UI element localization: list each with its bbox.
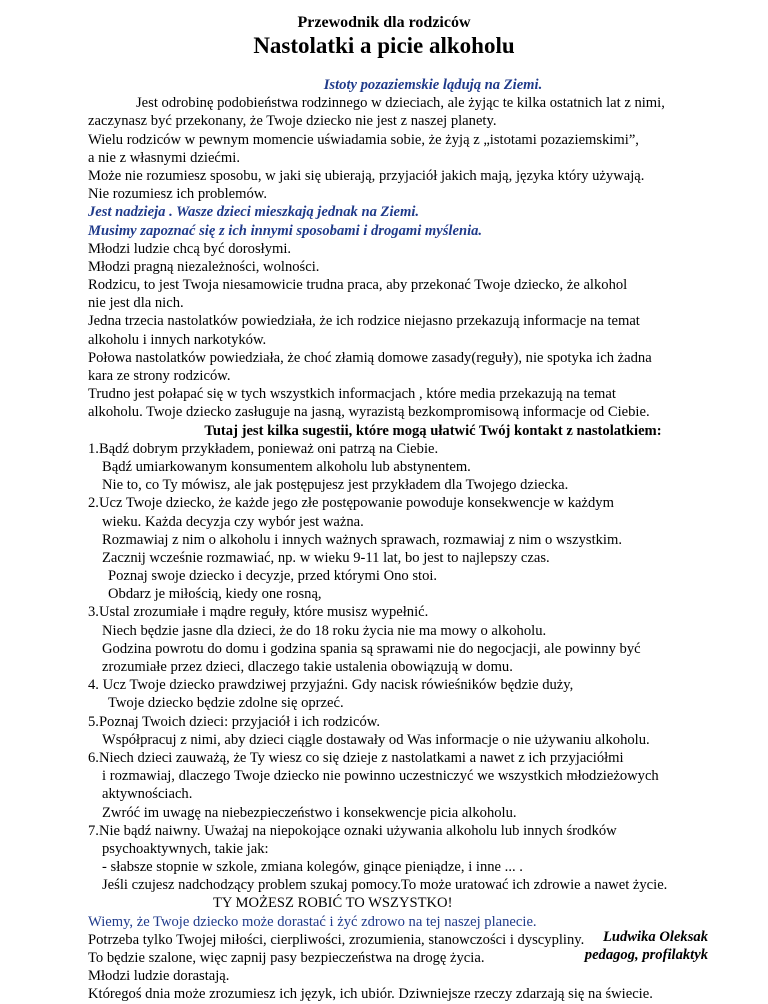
author-role: pedagog, profilaktyk	[584, 947, 708, 963]
paragraph-line: a nie z własnymi dziećmi.	[88, 149, 240, 166]
section-heading: Istoty pozaziemskie lądują na Ziemi.	[323, 77, 543, 93]
tip-line: Jeśli czujesz nadchodzący problem szukaj pomocy.To może uratować ich zdrowie a nawet życie.	[102, 877, 668, 894]
paragraph-line: To będzie szalone, więc zapnij pasy bezpieczeństwa na drogę życia.	[88, 950, 485, 966]
tip-line: - słabsze stopnie w szkole, zmiana kolegów, ginące pieniądze, i inne ... .	[102, 859, 523, 876]
document-body	[88, 76, 768, 1004]
paragraph-line: kara ze strony rodziców.	[88, 368, 231, 384]
paragraph-line: alkoholu. Twoje dziecko zasługuje na jasną, wyrazistą bezkompromisową informacje od Ciebie.	[88, 404, 650, 421]
tip-line: Nie to, co Ty mówisz, ale jak postępujesz jest przykładem dla Twojego dziecka.	[102, 477, 569, 494]
document-title: Nastolatki a picie alkoholu	[253, 33, 515, 58]
paragraph-line: Rodzicu, to jest Twoja niesamowicie trudna praca, aby przekonać Twoje dziecko, że alkohol	[88, 277, 628, 294]
tip-line: 3.Ustal zrozumiałe i mądre reguły, które musisz wypełnić.	[88, 604, 429, 621]
paragraph-line: Wielu rodziców w pewnym momencie uświadamia sobie, że żyją z „istotami pozaziemskimi”,	[88, 131, 639, 148]
paragraph-line: Może nie rozumiesz sposobu, w jaki się ubierają, przyjaciół jakich mają, języka który używają.	[88, 167, 645, 184]
paragraph-line: alkoholu i innych narkotyków.	[88, 331, 267, 348]
tip-line: 4. Ucz Twoje dziecko prawdziwej przyjaźni. Gdy nacisk rówieśników będzie duży,	[88, 677, 574, 694]
tip-line: Poznaj swoje dziecko i decyzje, przed którymi Ono stoi.	[108, 568, 438, 585]
paragraph-line: Młodzi ludzie chcą być dorosłymi.	[88, 240, 292, 257]
tip-line: 7.Nie bądź naiwny. Uważaj na niepokojące oznaki używania alkoholu lub innych środków	[88, 822, 617, 839]
tip-line: 5.Poznaj Twoich dzieci: przyjaciół i ich rodziców.	[88, 713, 380, 730]
paragraph-line: zaczynasz być przekonany, że Twoje dziecko nie jest z naszej planety.	[88, 113, 497, 130]
hope-line: Jest nadzieja . Wasze dzieci mieszkają jednak na Ziemi.	[88, 204, 420, 221]
tip-line: Bądź umiarkowanym konsumentem alkoholu lub abstynentem.	[102, 458, 471, 475]
document-subtitle: Przewodnik dla rodziców	[297, 14, 471, 31]
tip-line: wieku. Każda decyzja czy wybór jest ważna.	[102, 513, 364, 530]
author-name: Ludwika Oleksak	[603, 929, 708, 945]
paragraph-line: nie jest dla nich.	[88, 295, 184, 312]
tip-line: Współpracuj z nimi, aby dzieci ciągle dostawały od Was informacje o nie używaniu alkoholu.	[102, 731, 650, 748]
paragraph-line: Trudno jest połapać się w tych wszystkich informacjach , które media przekazują na temat	[88, 386, 616, 403]
paragraph-line: Połowa nastolatków powiedziała, że choć złamią domowe zasady(reguły), nie spotyka ich żadna	[88, 349, 652, 366]
paragraph-line: Młodzi pragną niezależności, wolności.	[88, 258, 320, 275]
paragraph-line: Jedna trzecia nastolatków powiedziała, że ich rodzice niejasno przekazują informacje na temat	[88, 313, 640, 330]
tip-line: zrozumiałe przez dzieci, dlaczego takie ustalenia obowiązują w domu.	[102, 659, 513, 675]
paragraph-line: Potrzeba tylko Twojej miłości, cierpliwości, zrozumienia, stanowczości i dyscypliny.	[88, 931, 585, 948]
tip-line: Obdarz je miłością, kiedy one rosną,	[108, 586, 322, 603]
tip-line: i rozmawiaj, dlaczego Twoje dziecko nie powinno uczestniczyć we wszystkich młodzieżowych	[102, 768, 659, 785]
signature-block	[585, 928, 708, 964]
tip-line: 2.Ucz Twoje dziecko, że każde jego złe postępowanie powoduje konsekwencje w każdym	[88, 495, 614, 512]
tip-line: Godzina powrotu do domu i godzina spania są sprawami nie do negocjacji, ale powinny być	[102, 640, 641, 657]
hope-line: Musimy zapoznać się z ich innymi sposobami i drogami myślenia.	[88, 222, 483, 239]
tip-line: aktywnościach.	[102, 786, 193, 803]
paragraph-line: Jest odrobinę podobieństwa rodzinnego w dzieciach, ale żyjąc te kilka ostatnich lat z nimi,	[136, 95, 665, 112]
tip-line: Zacznij wcześnie rozmawiać, np. w wieku 9-11 lat, bo jest to najlepszy czas.	[102, 549, 550, 566]
tip-line: Niech będzie jasne dla dzieci, że do 18 roku życia nie ma mowy o alkoholu.	[102, 622, 547, 639]
tip-line: 6.Niech dzieci zauważą, że Ty wiesz co się dzieje z nastolatkami a nawet z ich przyjaciółmi	[88, 749, 624, 766]
hope-statement: Wiemy, że Twoje dziecko może dorastać i żyć zdrowo na tej naszej planecie.	[88, 913, 537, 930]
tip-line: Rozmawiaj z nim o alkoholu i innych ważnych sprawach, rozmawiaj z nim o wszystkim.	[102, 531, 622, 548]
tip-line: Zwróć im uwagę na niebezpieczeństwo i konsekwencje picia alkoholu.	[102, 804, 517, 821]
slogan: TY MOŻESZ ROBIĆ TO WSZYSTKO!	[213, 895, 453, 912]
paragraph-line: Młodzi ludzie dorastają.	[88, 968, 230, 985]
tips-heading: Tutaj jest kilka sugestii, które mogą ułatwić Twój kontakt z nastolatkiem:	[204, 422, 662, 439]
tip-line: psychoaktywnych, takie jak:	[102, 840, 269, 857]
paragraph-line: Któregoś dnia może zrozumiesz ich język, ich ubiór. Dziwniejsze rzeczy zdarzają się na świecie.	[88, 986, 653, 1003]
tip-line: 1.Bądź dobrym przykładem, ponieważ oni patrzą na Ciebie.	[88, 440, 439, 457]
tip-line: Twoje dziecko będzie zdolne się oprzeć.	[108, 695, 344, 712]
paragraph-line: Nie rozumiesz ich problemów.	[88, 186, 267, 203]
